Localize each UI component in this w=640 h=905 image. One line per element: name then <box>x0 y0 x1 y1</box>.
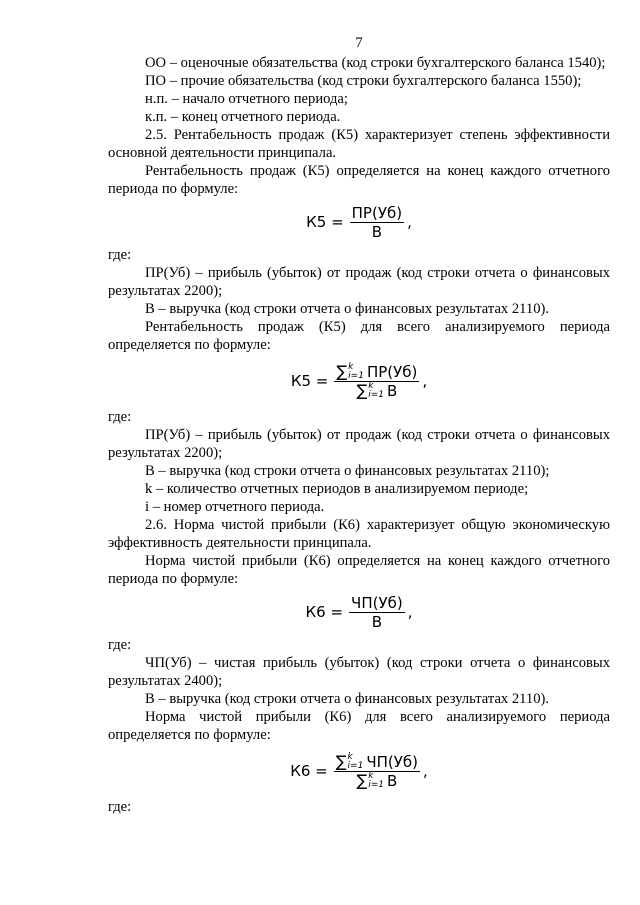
sum-limits <box>368 382 384 400</box>
formula-k5-sum <box>108 354 610 408</box>
def-pr: ПР(Уб) – прибыль (убыток) от продаж (код строки отчета о финансовых результатах 2200); <box>108 427 610 461</box>
numerator: ЧП(Уб) <box>351 593 403 612</box>
where-label: где: <box>108 247 132 263</box>
sum-limits <box>348 753 364 771</box>
denominator <box>354 382 399 400</box>
fraction <box>349 594 405 631</box>
formula-k6-sum <box>108 744 610 798</box>
line-po: ПО – прочие обязательства (код строки бухгалтерского баланса 1550); <box>145 73 582 89</box>
formula-tail: , <box>407 213 412 231</box>
lower-limit: i=1 <box>348 370 364 381</box>
numerator <box>334 753 420 772</box>
denominator-term: В <box>387 381 398 400</box>
denominator <box>354 772 399 790</box>
upper-limit: k <box>368 380 374 391</box>
numerator-term: ПР(Уб) <box>366 362 418 381</box>
lower-limit: i=1 <box>347 760 364 771</box>
where-label: где: <box>108 409 132 425</box>
lower-limit: i=1 <box>368 389 384 400</box>
fraction <box>350 204 404 241</box>
numerator-term: ЧП(Уб) <box>366 752 418 771</box>
sigma-symbol: ∑ <box>356 380 368 400</box>
sum-limits <box>368 772 384 790</box>
formula-lhs: К5 = <box>306 213 344 231</box>
line-oo: ОО – оценочные обязательства (код строки бухгалтерского баланса 1540); <box>145 55 606 71</box>
def-v: В – выручка (код строки отчета о финансовых результатах 2110); <box>145 463 550 479</box>
k6-end-intro: Норма чистой прибыли (К6) определяется на конец каждого отчетного периода по формуле: <box>108 553 610 587</box>
denominator: В <box>371 222 383 241</box>
lower-limit: i=1 <box>368 779 384 790</box>
formula-tail: , <box>422 762 428 780</box>
page-number: 7 <box>355 35 363 51</box>
formula-tail: , <box>422 372 428 390</box>
formula-k5 <box>108 198 610 246</box>
line-np: н.п. – начало отчетного периода; <box>145 91 348 107</box>
def-v: В – выручка (код строки отчета о финансовых результатах 2110). <box>145 691 550 707</box>
fraction <box>334 753 420 790</box>
denominator-term: В <box>387 771 398 790</box>
document-page <box>108 34 610 816</box>
k5-end-intro: Рентабельность продаж (К5) определяется на конец каждого отчетного периода по формуле: <box>108 163 610 197</box>
def-pr: ПР(Уб) – прибыль (убыток) от продаж (код строки отчета о финансовых результатах 2200); <box>108 265 610 299</box>
upper-limit: k <box>368 770 374 781</box>
line-kp: к.п. – конец отчетного периода. <box>145 109 341 125</box>
formula-lhs: К6 = <box>305 603 344 621</box>
fraction <box>334 363 419 400</box>
def-k: k – количество отчетных периодов в анализируемом периоде; <box>145 481 529 497</box>
section-2-5: 2.5. Рентабельность продаж (К5) характеризует степень эффективности основной деятельности принципала. <box>108 127 610 161</box>
section-2-6: 2.6. Норма чистой прибыли (К6) характеризует общую экономическую эффективность деятельности принципала. <box>108 517 610 551</box>
formula-tail: , <box>407 603 413 621</box>
where-label: где: <box>108 637 132 653</box>
def-chp: ЧП(Уб) – чистая прибыль (убыток) (код строки отчета о финансовых результатах 2400); <box>108 655 610 689</box>
def-v: В – выручка (код строки отчета о финансовых результатах 2110). <box>145 301 550 317</box>
sigma-symbol: ∑ <box>356 770 368 790</box>
upper-limit: k <box>347 751 353 762</box>
def-i: i – номер отчетного периода. <box>145 499 325 515</box>
upper-limit: k <box>348 361 354 372</box>
numerator: ПР(Уб) <box>351 203 403 222</box>
formula-lhs: К5 = <box>290 372 329 390</box>
formula-k6 <box>108 588 610 636</box>
where-label: где: <box>108 799 132 815</box>
sigma-symbol: ∑ <box>336 361 348 381</box>
k5-all-intro: Рентабельность продаж (К5) для всего анализируемого периода определяется по формуле: <box>108 319 610 353</box>
sum-limits <box>348 363 364 381</box>
sigma-symbol: ∑ <box>335 751 347 771</box>
denominator: В <box>371 612 383 631</box>
k6-all-intro: Норма чистой прибыли (К6) для всего анализируемого периода определяется по формуле: <box>108 709 610 743</box>
numerator <box>334 363 419 382</box>
formula-lhs: К6 = <box>290 762 328 780</box>
